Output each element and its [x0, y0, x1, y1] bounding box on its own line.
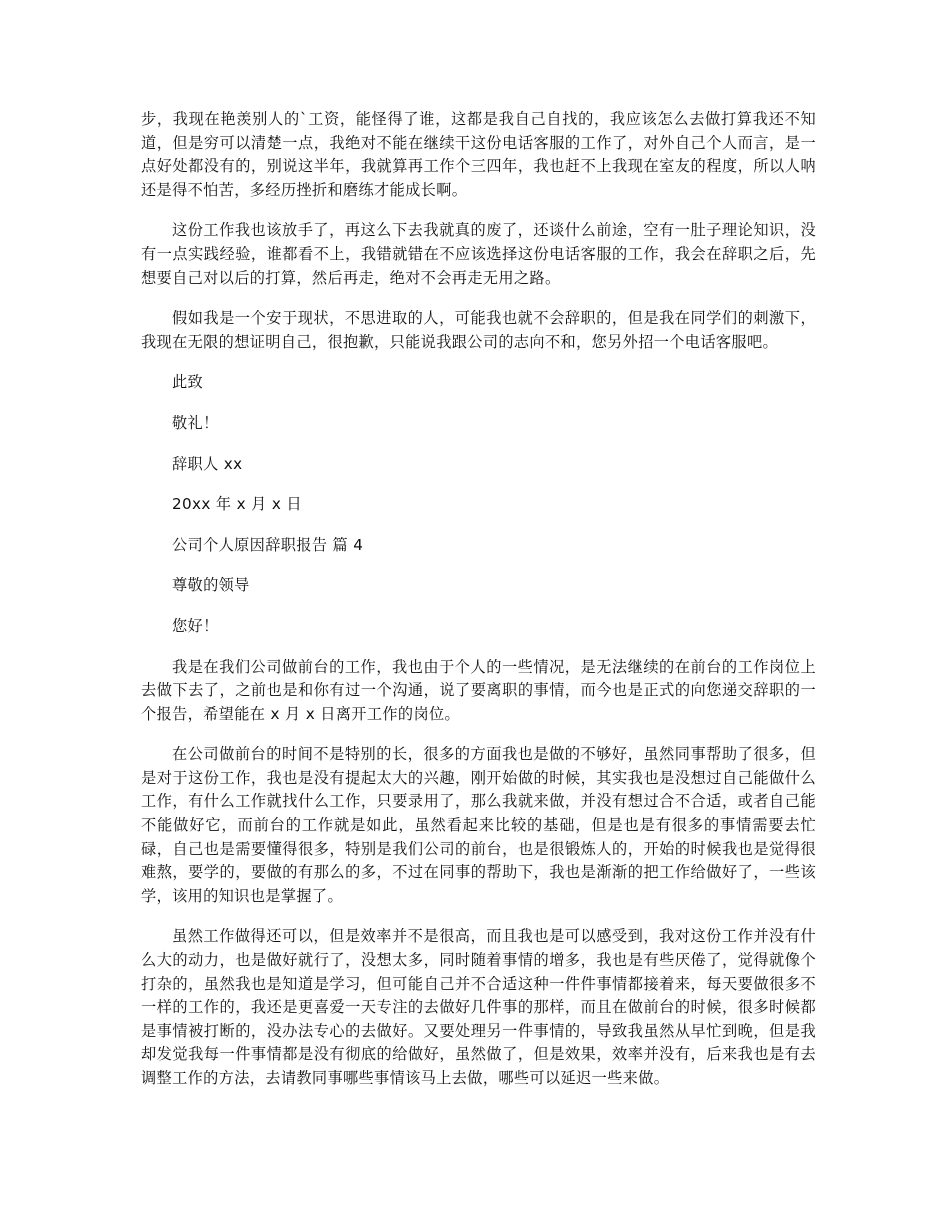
paragraph-reason: 假如我是一个安于现状，不思进取的人，可能我也就不会辞职的，但是我在同学们的刺激下，我现在无限的想证明自己，很抱歉，只能说我跟公司的志向不和，您另外招一个电话客服吧。	[141, 309, 816, 351]
paragraph-experience: 在公司做前台的时间不是特别的长，很多的方面我也是做的不够好，虽然同事帮助了很多，但是对于这份工作，我也是没有提起太大的兴趣，刚开始做的时候，其实我也是没想过自己能做什么工作，有什么工作就找什么工作，只要录用了，那么我就来做，并没有想过合不合适，或者自己能不能做好它，而前台的工作就是如此，虽然看起来比较的基础，但是也是有很多的事情需要去忙碌，自己也是需要懂得很多，特别是我们公司的前台，也是很锻炼人的，开始的时候我也是觉得很难熬，要学的，要做的有那么的多，不过在同事的帮助下，我也是渐渐的把工作给做好了，一些该学，该用的知识也是掌握了。	[141, 745, 816, 905]
letter-addressee: 尊敬的领导	[172, 576, 250, 595]
letter-greeting: 您好！	[172, 616, 219, 635]
signature-date: 20xx 年 x 月 x 日	[172, 495, 302, 514]
document-page	[141, 108, 816, 1108]
paragraph-efficiency: 虽然工作做得还可以，但是效率并不是很高，而且我也是可以感受到，我对这份工作并没有什么大的动力，也是做好就行了，没想太多，同时随着事情的增多，我也是有些厌倦了，觉得就像个打杂的，虽然我也是知道是学习，但可能自己并不合适这种一件件事情都接着来，每天要做很多不一样的工作的，我还是更喜爱一天专注的去做好几件事的那样，而且在做前台的时候，很多时候都是事情被打断的，没办法专心的去做好。又要处理另一件事情的，导致我虽然从早忙到晚，但是我却发觉我每一件事情都是没有彻底的给做好，虽然做了，但是效果，效率并没有，后来我也是有去调整工作的方法，去请教同事哪些事情该马上去做，哪些可以延迟一些来做。	[141, 927, 816, 1087]
signature-name: 辞职人 xx	[172, 454, 243, 473]
paragraph-continuation: 步，我现在艳羡别人的`工资，能怪得了谁，这都是我自己自找的，我应该怎么去做打算我还不知道，但是穷可以清楚一点，我绝对不能在继续干这份电话客服的工作了，对外自己个人而言，是一点好处都没有的，别说这半年，我就算再工作个三四年，我也赶不上我现在室友的程度，所以人呐还是得不怕苦，多经历挫折和磨练才能成长啊。	[141, 110, 816, 199]
closing-regards: 敬礼！	[172, 413, 219, 432]
paragraph-quit-job: 这份工作我也该放手了，再这么下去我就真的废了，还谈什么前途，空有一肚子理论知识，没有一点实践经验，谁都看不上，我错就错在不应该选择这份电话客服的工作，我会在辞职之后，先想要自己对以后的打算，然后再走，绝对不会再走无用之路。	[141, 221, 816, 287]
paragraph-intro: 我是在我们公司做前台的工作，我也由于个人的一些情况，是无法继续的在前台的工作岗位上去做下去了，之前也是和你有过一个沟通，说了要离职的事情，而今也是正式的向您递交辞职的一个报告，希望能在 x 月 x 日离开工作的岗位。	[141, 657, 816, 723]
closing-salutation: 此致	[172, 373, 204, 392]
section-title: 公司个人原因辞职报告 篇 4	[172, 535, 364, 554]
